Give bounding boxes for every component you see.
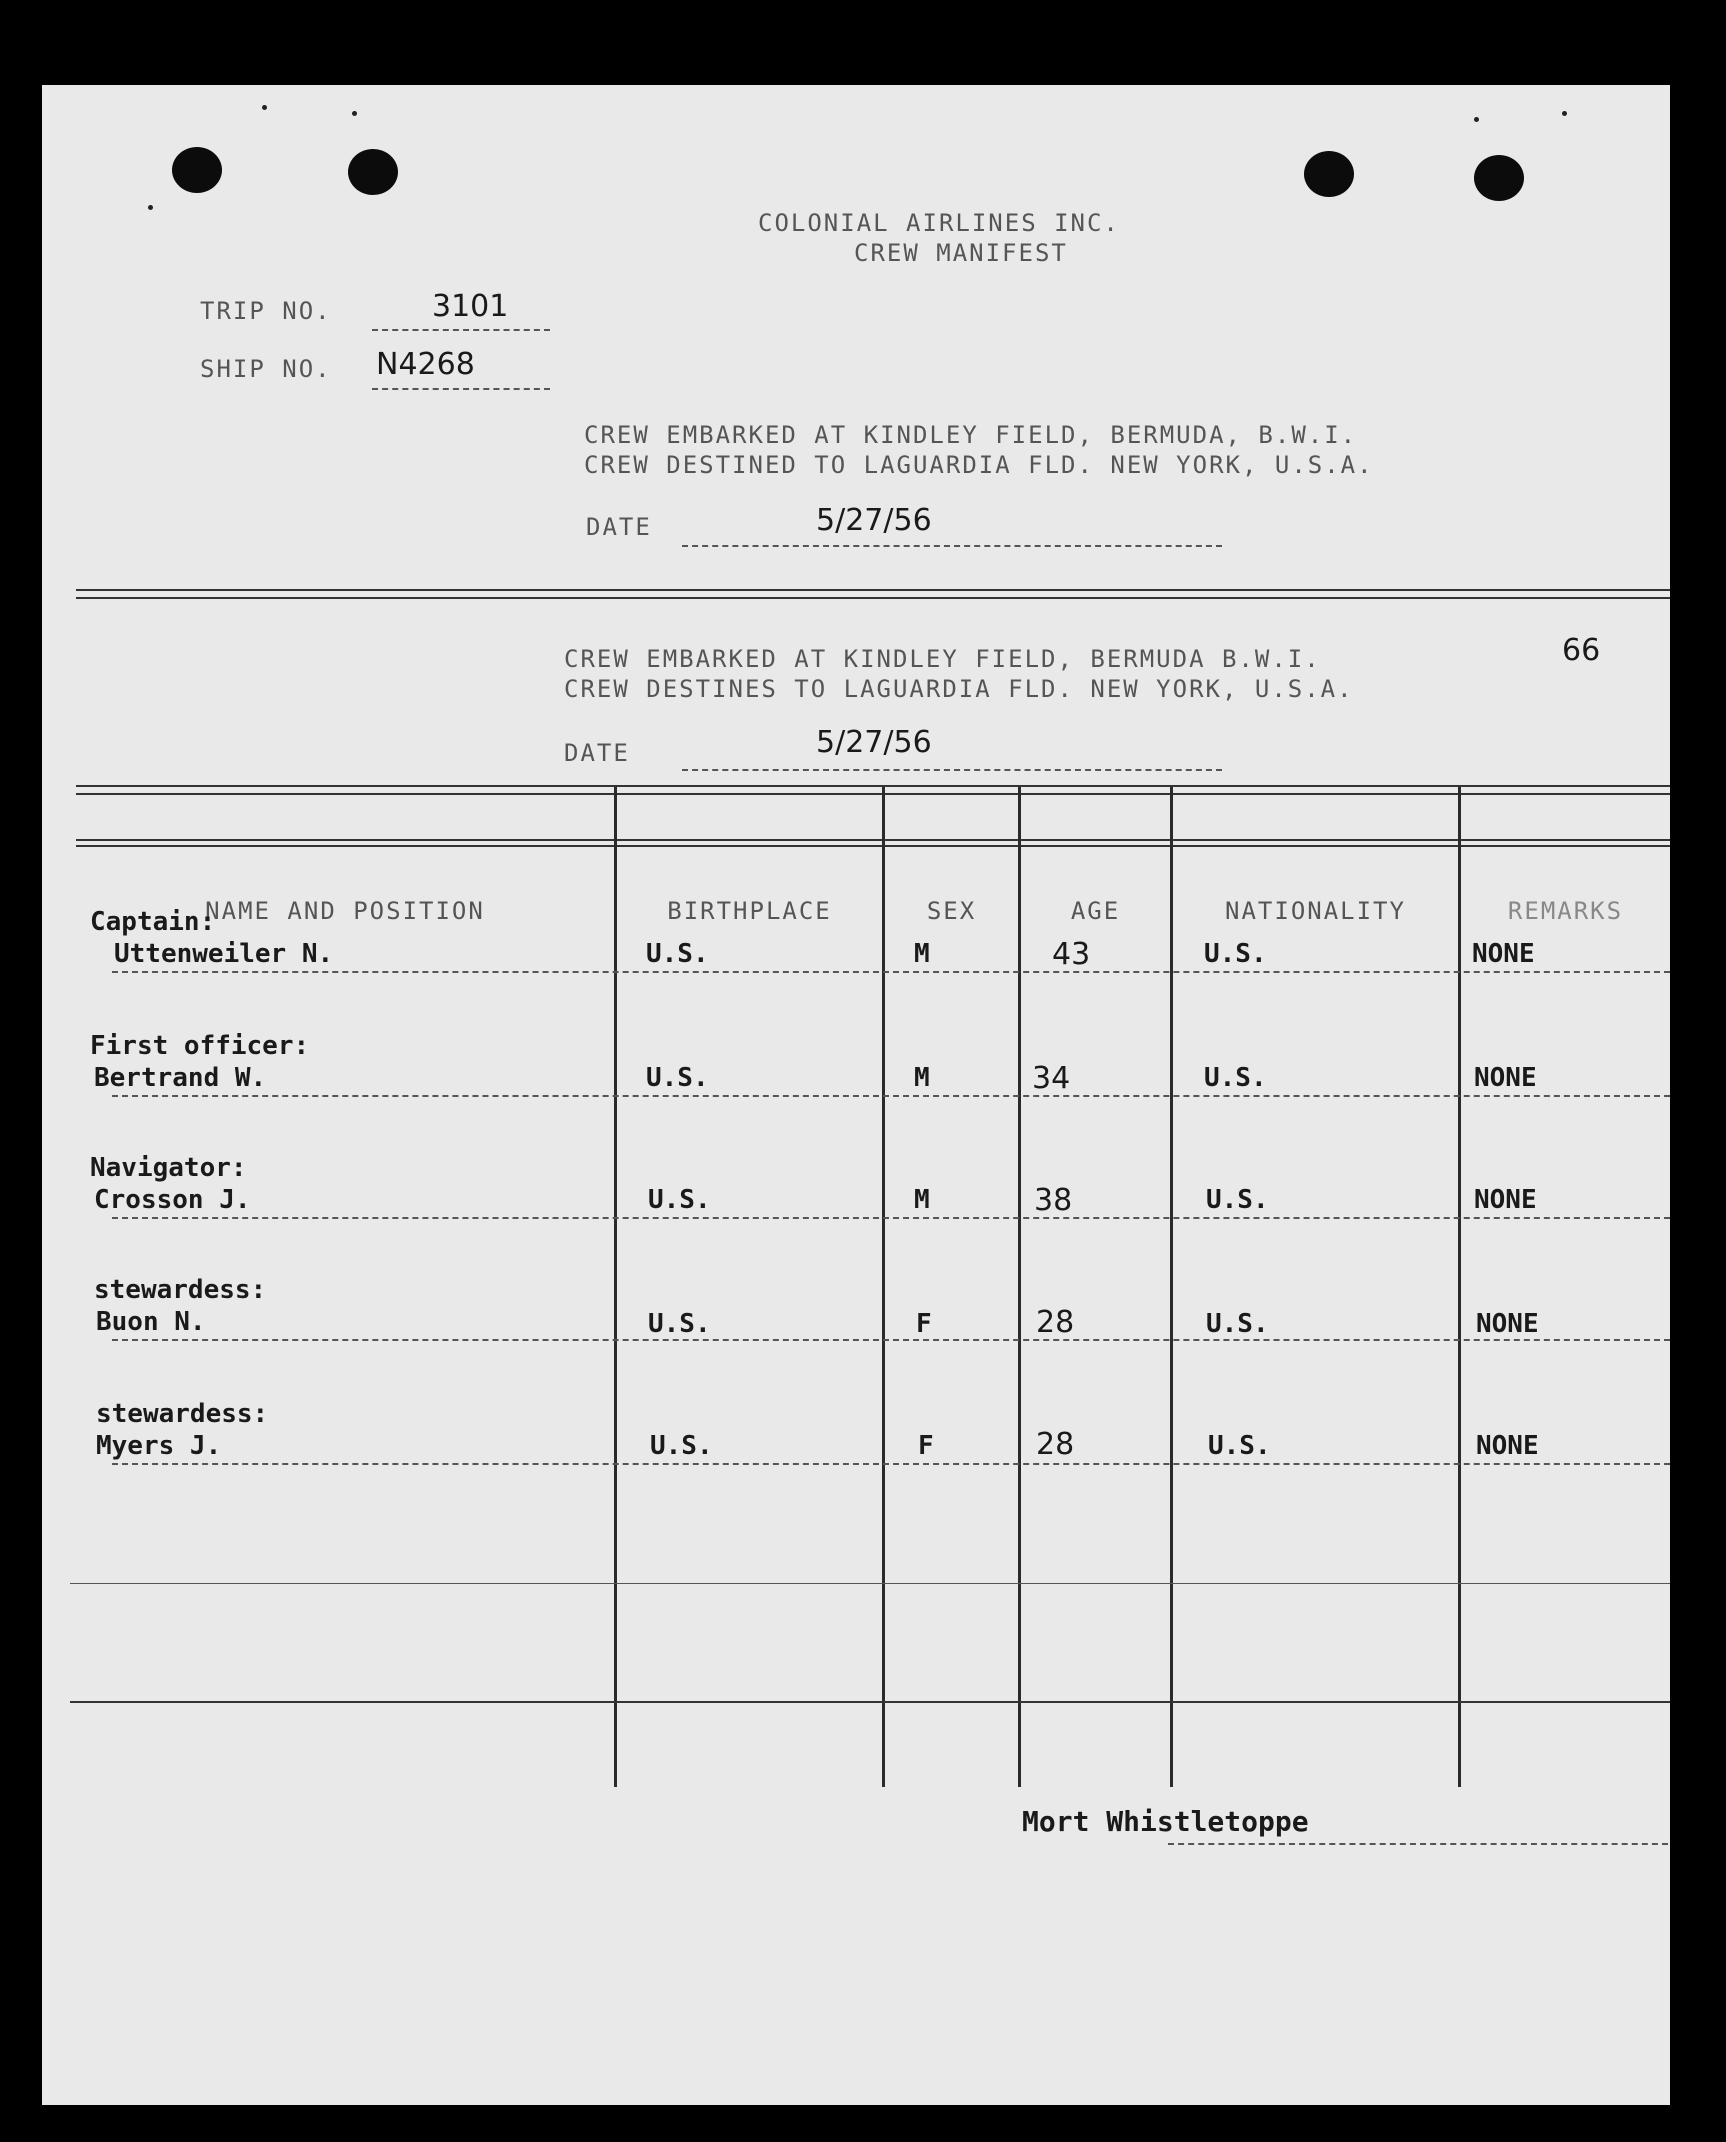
col-header-age: AGE [1070, 897, 1121, 925]
date-value-1: 5/27/56 [816, 503, 932, 538]
table-row-age: 34 [1032, 1061, 1071, 1096]
table-row-age: 38 [1034, 1183, 1073, 1218]
table-row-nationality: U.S. [1204, 1063, 1267, 1093]
table-row-position: stewardess: [94, 1275, 267, 1305]
table-row-nationality: U.S. [1206, 1185, 1269, 1215]
col-header-remarks: REMARKS [1507, 897, 1624, 925]
date-value-2: 5/27/56 [816, 725, 932, 760]
col-header-birthplace: BIRTHPLACE [667, 897, 832, 925]
table-row-name: Buon N. [96, 1307, 206, 1337]
company-name: COLONIAL AIRLINES INC. [758, 209, 1120, 237]
destined-line-1: CREW DESTINED TO LAGUARDIA FLD. NEW YORK, U.S.A. [584, 451, 1374, 479]
table-row-nationality: U.S. [1204, 939, 1267, 969]
speck-icon [148, 205, 153, 210]
table-row-age: 28 [1036, 1427, 1075, 1462]
table-row-birthplace: U.S. [646, 1063, 709, 1093]
table-row-birthplace: U.S. [646, 939, 709, 969]
table-top-rule [76, 793, 1670, 795]
date-underline-1 [682, 545, 1222, 547]
punch-hole-icon [348, 149, 398, 195]
table-row-birthplace: U.S. [648, 1309, 711, 1339]
trip-label: TRIP NO. [200, 297, 332, 325]
row-rule [112, 1217, 1670, 1219]
table-row-remarks: NONE [1472, 939, 1535, 969]
manifest-page [42, 85, 1670, 2105]
col-header-name: NAME AND POSITION [205, 897, 485, 925]
table-row-remarks: NONE [1474, 1185, 1537, 1215]
table-bottom-rule [70, 1701, 1670, 1703]
table-row-nationality: U.S. [1208, 1431, 1271, 1461]
speck-icon [262, 105, 267, 110]
separator-rule [76, 597, 1670, 599]
column-divider [614, 787, 617, 1787]
page-number: 66 [1562, 633, 1601, 668]
table-top-rule [76, 785, 1670, 787]
table-row-name: Myers J. [96, 1431, 222, 1461]
col-header-nationality: NATIONALITY [1225, 897, 1406, 925]
punch-hole-icon [172, 147, 222, 193]
trip-underline [372, 329, 550, 331]
speck-icon [1562, 111, 1567, 116]
destined-line-2: CREW DESTINES TO LAGUARDIA FLD. NEW YORK, U.S.A. [564, 675, 1354, 703]
table-row-position: Captain: [90, 907, 216, 937]
punch-hole-icon [1474, 155, 1524, 201]
table-row-sex: F [916, 1309, 932, 1339]
embarked-line-1: CREW EMBARKED AT KINDLEY FIELD, BERMUDA, B.W.I. [584, 421, 1358, 449]
row-rule [112, 1463, 1670, 1465]
speck-icon [1474, 117, 1479, 122]
table-row-remarks: NONE [1476, 1431, 1539, 1461]
separator-rule [76, 589, 1670, 591]
row-rule [70, 1583, 1670, 1584]
date-label-2: DATE [564, 739, 630, 767]
date-label-1: DATE [586, 513, 652, 541]
column-divider [882, 787, 885, 1787]
punch-hole-icon [1304, 151, 1354, 197]
trip-number: 3101 [432, 289, 509, 324]
signature-line [1168, 1843, 1668, 1845]
table-header-rule [76, 845, 1670, 847]
table-row-remarks: NONE [1474, 1063, 1537, 1093]
column-divider [1458, 787, 1461, 1787]
table-row-position: stewardess: [96, 1399, 269, 1429]
ship-label: SHIP NO. [200, 355, 332, 383]
table-row-position: Navigator: [90, 1153, 247, 1183]
column-divider [1018, 787, 1021, 1787]
signature-name: Mort Whistletoppe [1022, 1805, 1309, 1838]
ship-number: N4268 [376, 347, 475, 382]
table-row-nationality: U.S. [1206, 1309, 1269, 1339]
col-header-sex: SEX [926, 897, 977, 925]
table-row-age: 28 [1036, 1305, 1075, 1340]
row-rule [112, 1095, 1670, 1097]
table-row-sex: M [914, 1063, 930, 1093]
column-divider [1170, 787, 1173, 1787]
table-row-name: Bertrand W. [94, 1063, 267, 1093]
row-rule [112, 971, 1670, 973]
table-row-age: 43 [1052, 937, 1091, 972]
table-row-name: Crosson J. [94, 1185, 251, 1215]
document-title: CREW MANIFEST [854, 239, 1068, 267]
table-row-remarks: NONE [1476, 1309, 1539, 1339]
row-rule [112, 1339, 1670, 1341]
table-row-name: Uttenweiler N. [114, 939, 334, 969]
embarked-line-2: CREW EMBARKED AT KINDLEY FIELD, BERMUDA B.W.I. [564, 645, 1321, 673]
date-underline-2 [682, 769, 1222, 771]
speck-icon [352, 111, 357, 116]
table-row-sex: M [914, 939, 930, 969]
table-row-birthplace: U.S. [648, 1185, 711, 1215]
ship-underline [372, 388, 550, 390]
table-row-birthplace: U.S. [650, 1431, 713, 1461]
table-row-sex: M [914, 1185, 930, 1215]
table-header-rule [76, 839, 1670, 841]
table-row-position: First officer: [90, 1031, 310, 1061]
table-row-sex: F [918, 1431, 934, 1461]
